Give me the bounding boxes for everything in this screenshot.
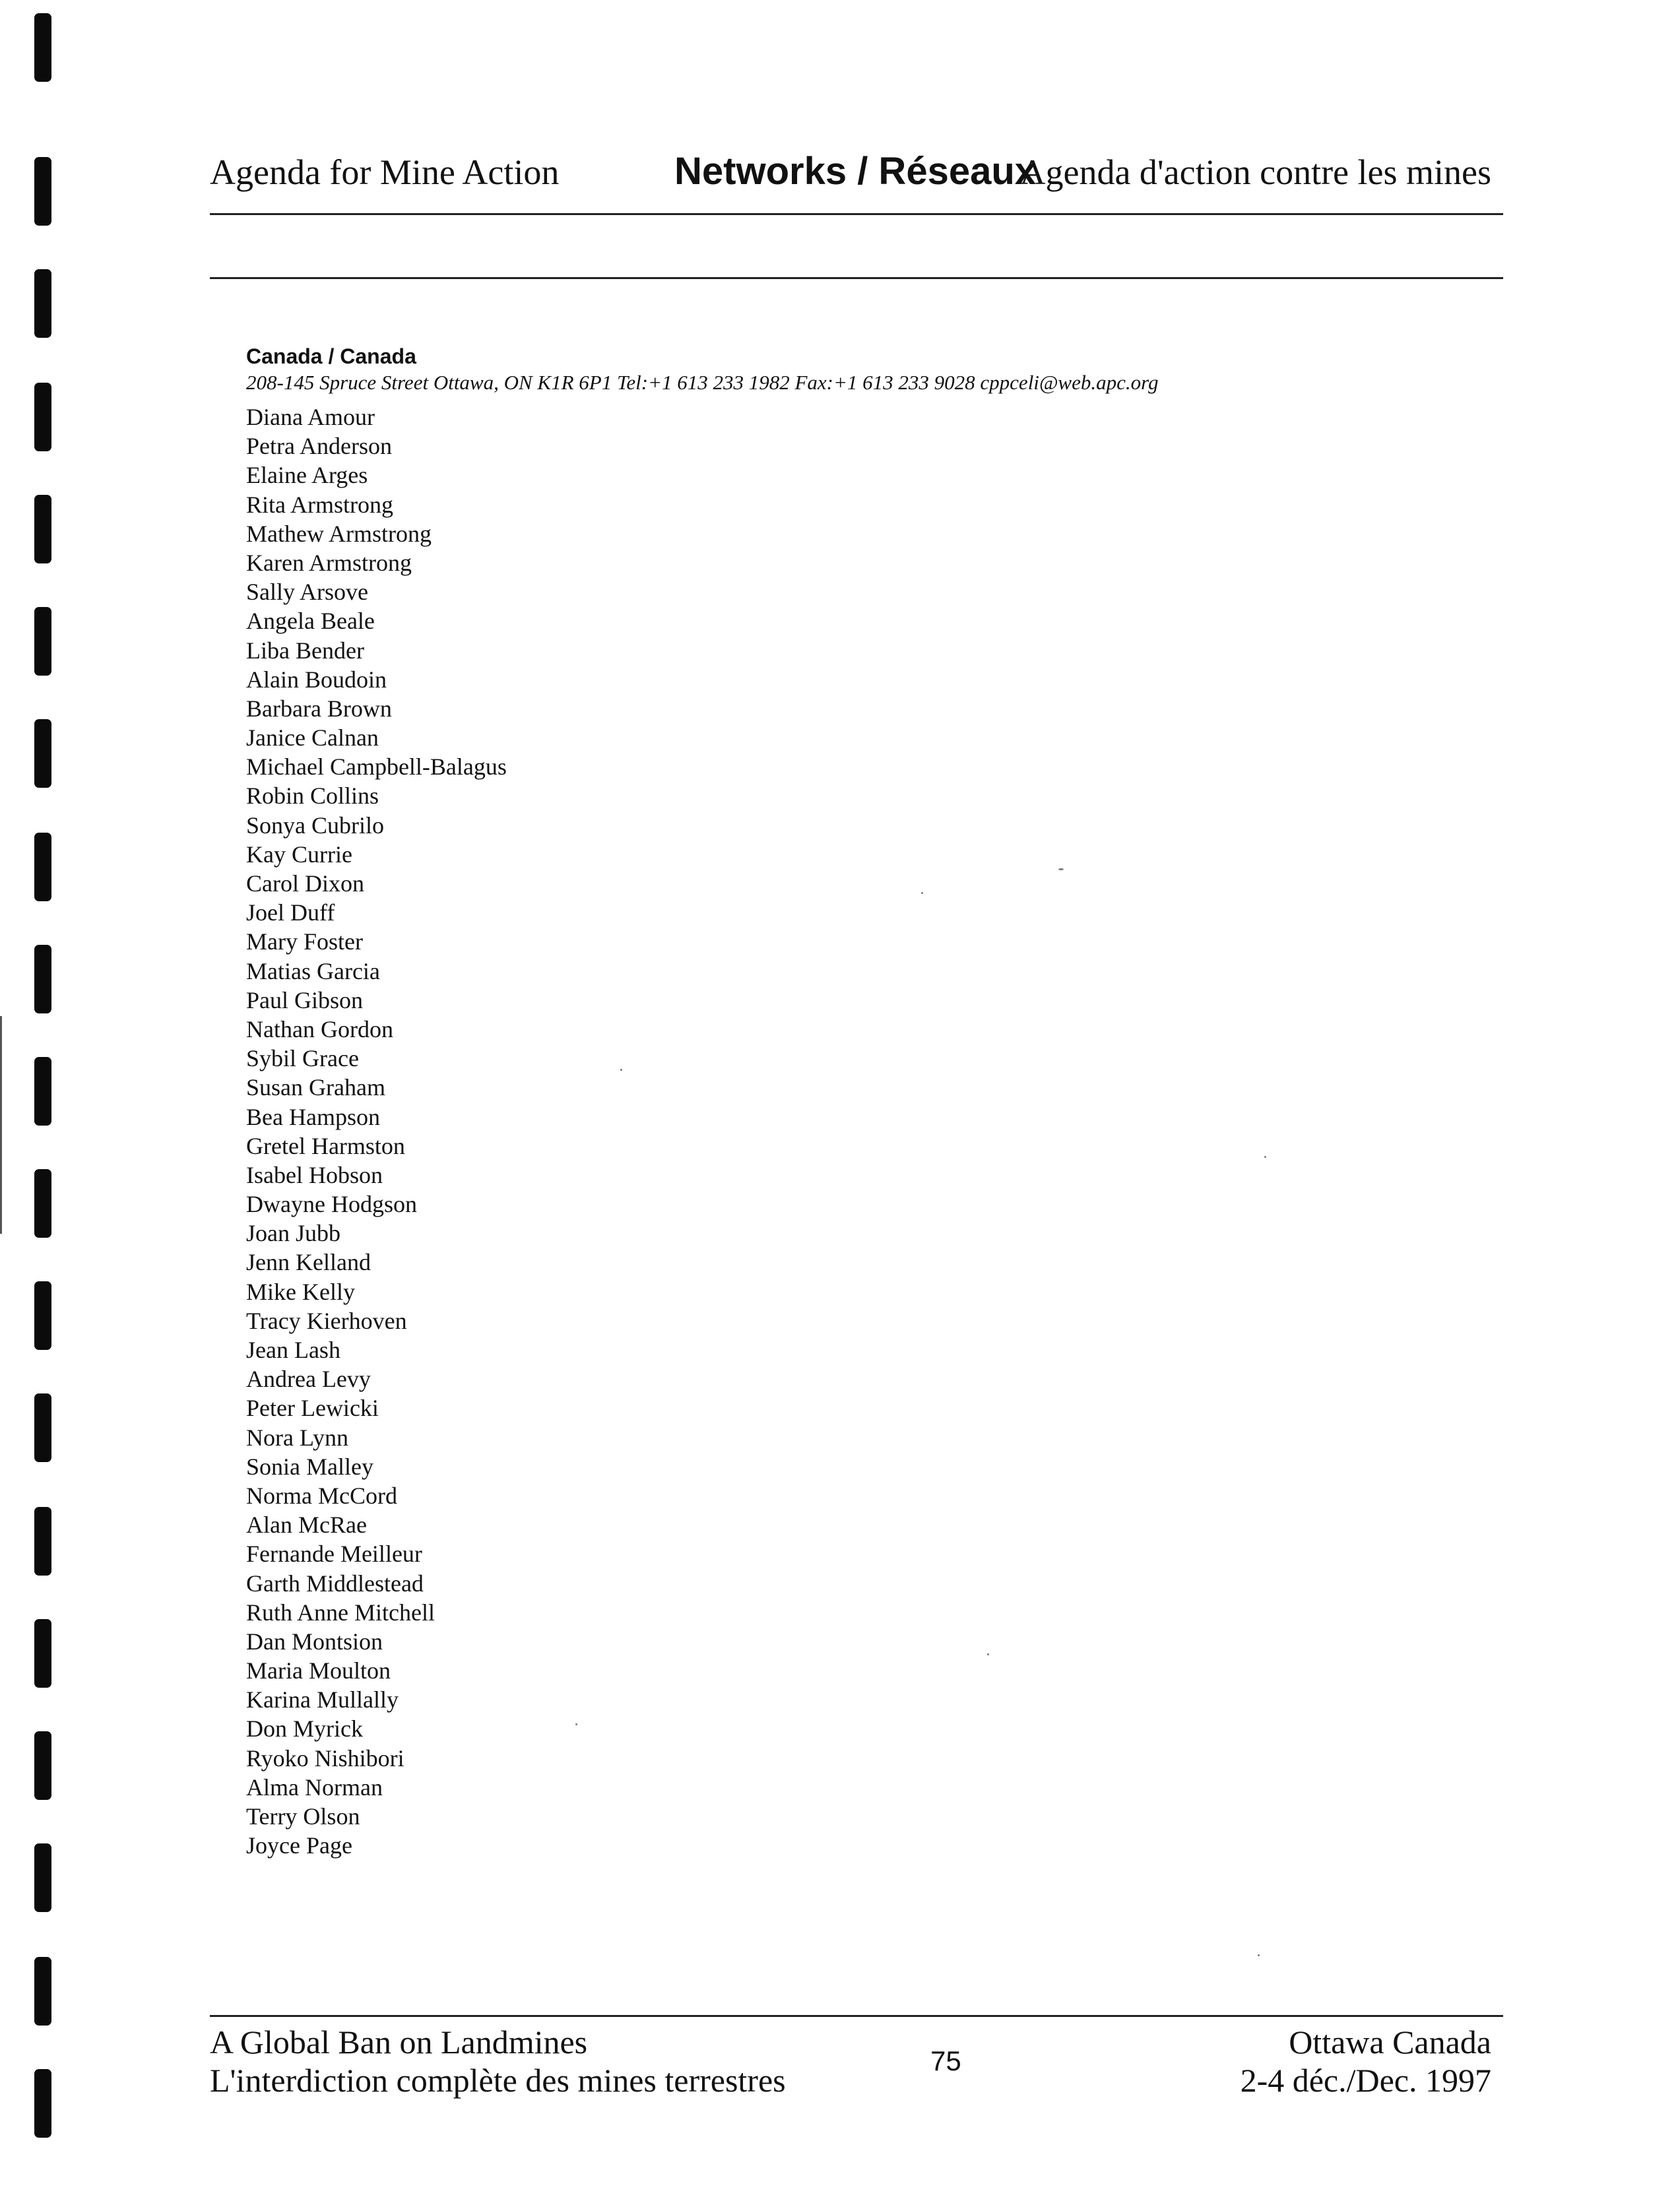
member-name: Petra Anderson	[246, 433, 392, 460]
member-name: Mary Foster	[246, 928, 363, 955]
binding-hole	[34, 1957, 51, 2026]
binding-hole	[34, 833, 51, 901]
member-name: Norma McCord	[246, 1482, 397, 1509]
member-name: Alain Boudoin	[246, 666, 387, 693]
scan-speck	[1058, 868, 1064, 870]
member-name: Joel Duff	[246, 899, 335, 926]
binding-hole	[34, 945, 51, 1013]
header-right-title: Agenda d'action contre les mines	[1019, 152, 1491, 192]
binding-hole	[34, 1619, 51, 1688]
member-name: Paul Gibson	[246, 986, 364, 1013]
member-name: Dan Montsion	[246, 1628, 383, 1655]
member-name: Nathan Gordon	[246, 1015, 393, 1042]
member-name: Robin Collins	[246, 783, 379, 810]
page-number: 75	[930, 2045, 961, 2076]
member-name: Terry Olson	[246, 1803, 360, 1830]
member-name: Fernande Meilleur	[246, 1541, 422, 1568]
footer-rule	[210, 2015, 1503, 2017]
member-name: Angela Beale	[246, 608, 375, 635]
organization-name: Canada / Canada	[246, 344, 416, 368]
member-name: Tracy Kierhoven	[246, 1307, 407, 1334]
footer-date: 2-4 déc./Dec. 1997	[1240, 2062, 1491, 2099]
header-left-title: Agenda for Mine Action	[210, 152, 560, 192]
organization-address: 208-145 Spruce Street Ottawa, ON K1R 6P1 Tel:+1 613 233 1982 Fax:+1 613 233 9028 cppceli@web.apc.org	[246, 371, 1159, 394]
member-name: Ryoko Nishibori	[246, 1744, 404, 1772]
binding-hole	[34, 1731, 51, 1800]
binding-hole	[34, 607, 51, 676]
member-name: Karen Armstrong	[246, 549, 412, 576]
binding-hole	[34, 13, 51, 82]
scan-speck	[1258, 1954, 1260, 1956]
member-name: Peter Lewicki	[246, 1395, 379, 1422]
member-name: Joan Jubb	[246, 1220, 340, 1247]
footer-left	[210, 2023, 786, 2099]
member-name: Jenn Kelland	[246, 1249, 371, 1276]
member-name: Michael Campbell-Balagus	[246, 753, 507, 781]
member-name: Sally Arsove	[246, 579, 368, 606]
member-name: Maria Moulton	[246, 1657, 391, 1684]
member-name: Janice Calnan	[246, 724, 379, 751]
member-name: Sybil Grace	[246, 1045, 359, 1072]
member-name: Sonya Cubrilo	[246, 812, 385, 839]
member-name: Susan Graham	[246, 1074, 385, 1101]
member-name: Alma Norman	[246, 1774, 383, 1801]
binding-hole	[34, 1393, 51, 1462]
member-name: Ruth Anne Mitchell	[246, 1599, 435, 1626]
footer-right	[1241, 2023, 1491, 2099]
footer-title-fr: L'interdiction complète des mines terrestres	[210, 2062, 786, 2099]
scan-speck	[921, 892, 923, 894]
member-name: Garth Middlestead	[246, 1570, 424, 1597]
margin-line	[0, 1016, 2, 1234]
binding-hole	[34, 157, 51, 226]
footer-title-en: A Global Ban on Landmines	[210, 2024, 588, 2061]
member-name: Dwayne Hodgson	[246, 1191, 417, 1218]
scan-speck	[1264, 1156, 1266, 1158]
binding-hole	[34, 1057, 51, 1126]
member-name: Andrea Levy	[246, 1366, 371, 1393]
member-name: Kay Currie	[246, 841, 352, 868]
binding-hole	[34, 383, 51, 451]
member-name: Carol Dixon	[246, 870, 364, 897]
binding-hole	[34, 719, 51, 788]
scan-speck	[620, 1069, 622, 1071]
scan-speck	[575, 1723, 577, 1725]
member-name: Alan McRae	[246, 1512, 367, 1539]
member-name: Liba Bender	[246, 637, 364, 664]
binding-hole	[34, 495, 51, 563]
binding-hole	[34, 2069, 51, 2138]
page-header	[210, 146, 1503, 206]
member-name: Bea Hampson	[246, 1103, 380, 1130]
member-name: Gretel Harmston	[246, 1132, 405, 1159]
page-footer	[210, 2023, 1503, 2122]
member-name: Mike Kelly	[246, 1278, 355, 1305]
member-list	[246, 402, 1368, 1860]
member-name: Karina Mullally	[246, 1686, 399, 1713]
member-name: Matias Garcia	[246, 957, 380, 984]
organization-entry	[246, 343, 1368, 1860]
member-name: Rita Armstrong	[246, 491, 393, 518]
binding-hole	[34, 1169, 51, 1238]
section-rule	[210, 277, 1503, 279]
binding-hole	[34, 1281, 51, 1350]
member-name: Isabel Hobson	[246, 1161, 383, 1188]
member-name: Jean Lash	[246, 1337, 340, 1363]
binding-hole	[34, 1843, 51, 1912]
member-name: Diana Amour	[246, 404, 375, 430]
footer-location: Ottawa Canada	[1289, 2024, 1491, 2061]
member-name: Nora Lynn	[246, 1424, 348, 1451]
scan-speck	[987, 1653, 989, 1655]
member-name: Don Myrick	[246, 1715, 363, 1742]
binding-holes	[34, 0, 54, 2205]
header-rule	[210, 213, 1503, 215]
binding-hole	[34, 1507, 51, 1576]
member-name: Sonia Malley	[246, 1453, 373, 1480]
header-section-title: Networks / Réseaux	[674, 150, 1037, 193]
member-name: Elaine Arges	[246, 462, 368, 489]
member-name: Barbara Brown	[246, 695, 392, 722]
binding-hole	[34, 269, 51, 338]
member-name: Joyce Page	[246, 1832, 352, 1859]
member-name: Mathew Armstrong	[246, 520, 432, 547]
